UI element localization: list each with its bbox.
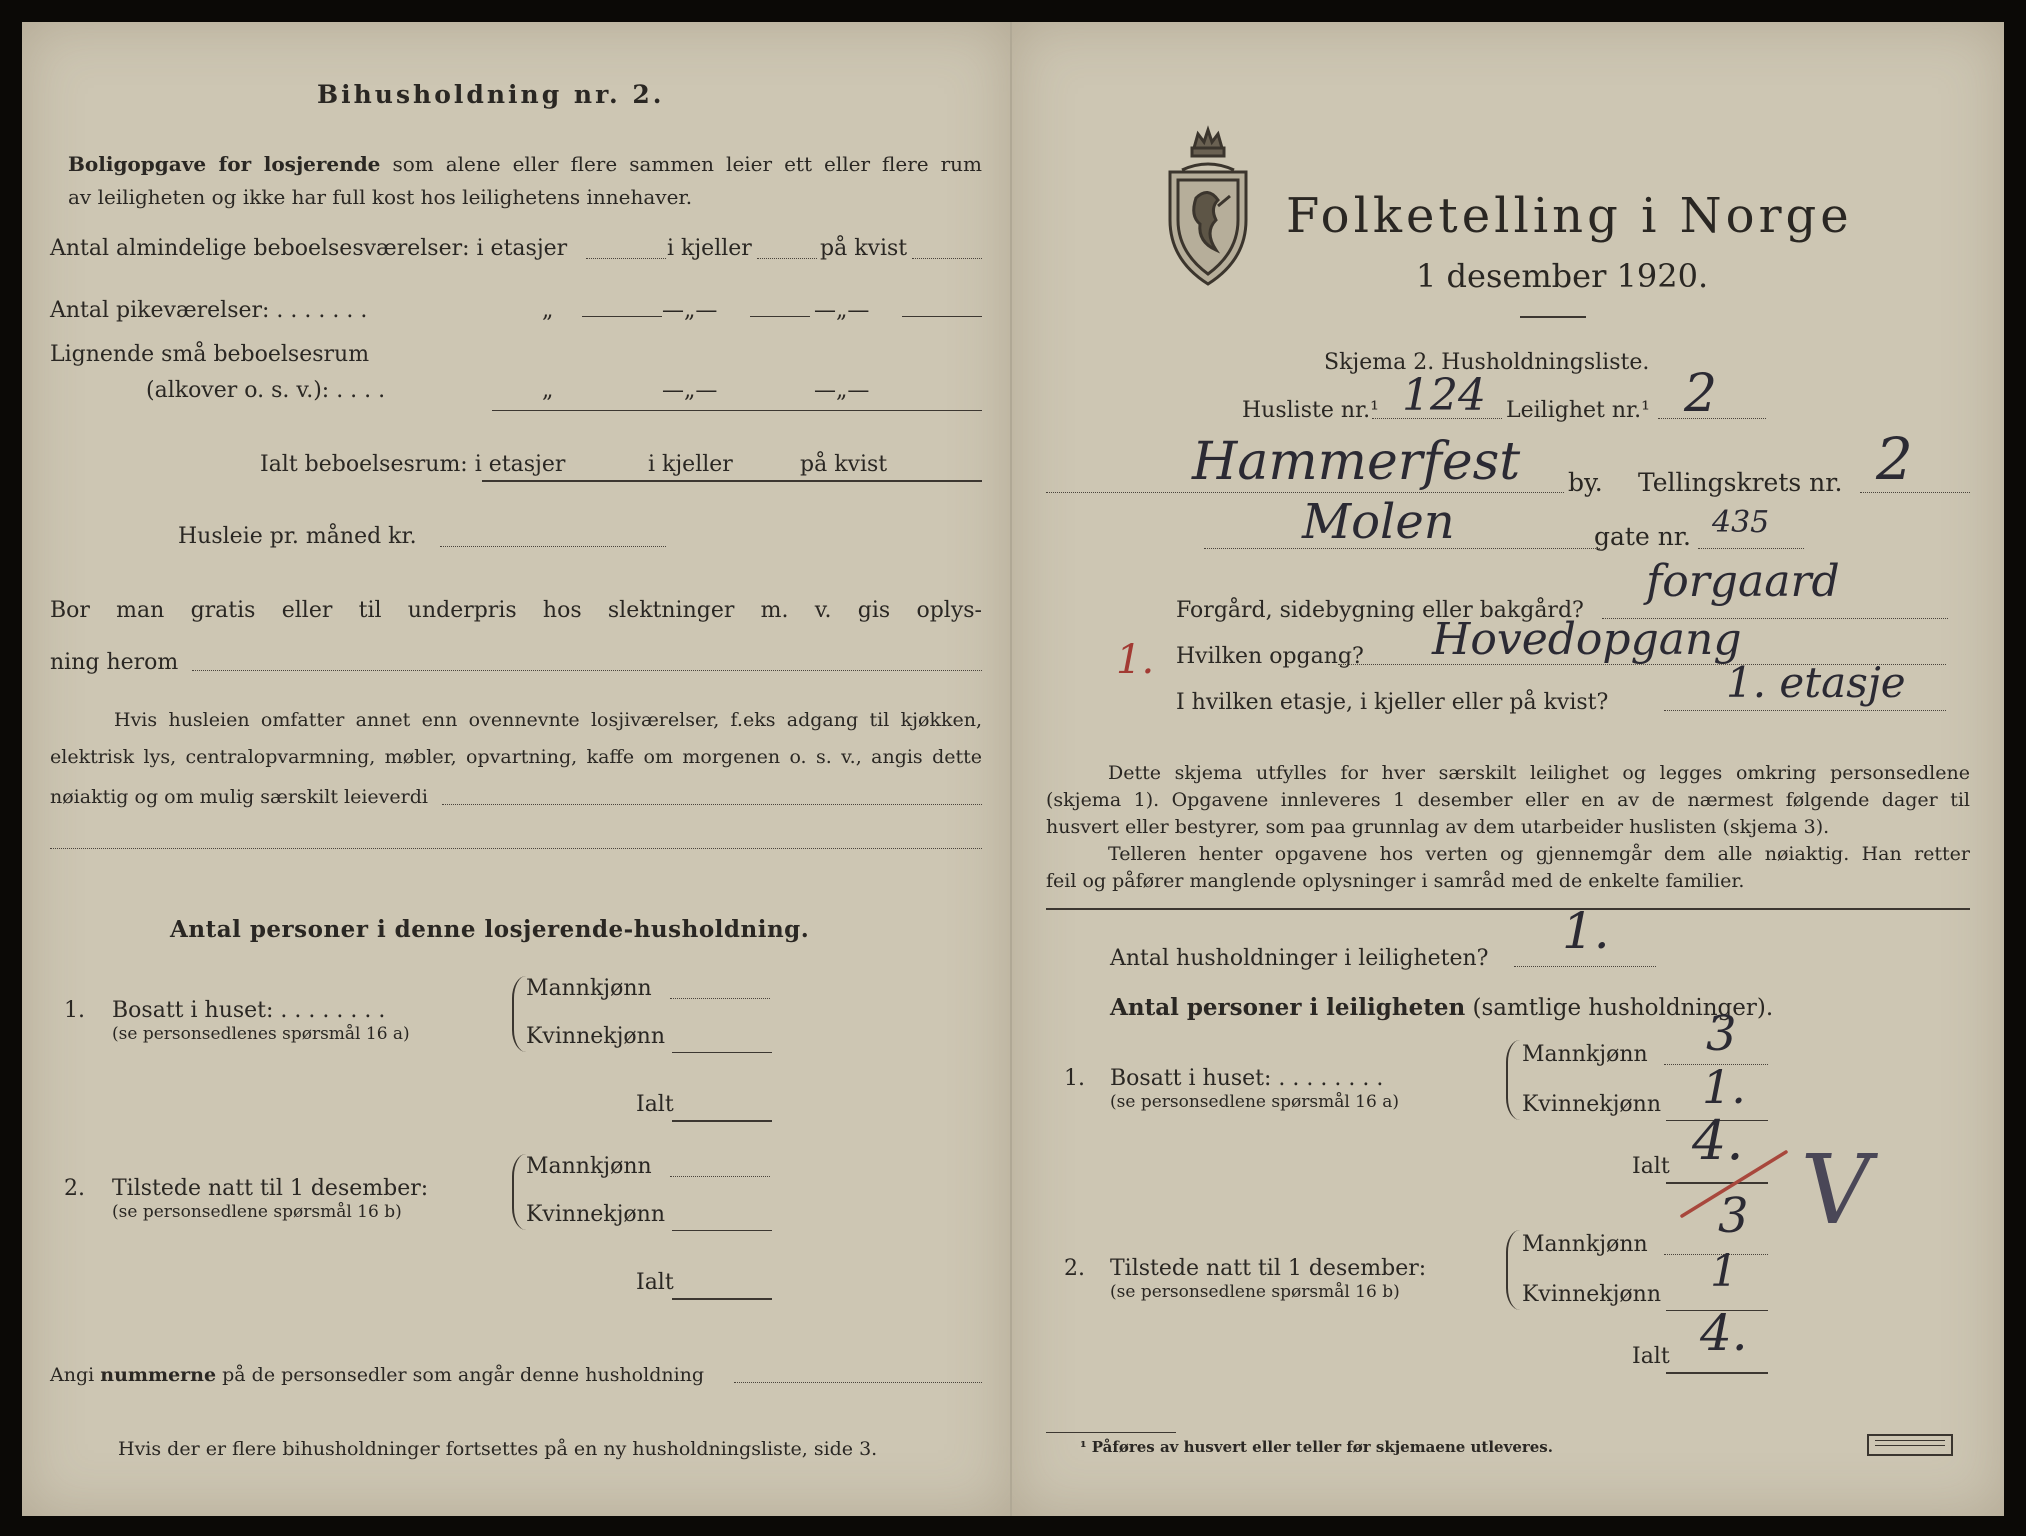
instructions-rule	[1046, 908, 1970, 910]
right-tilstede-brace	[1506, 1230, 1522, 1310]
info1-line-1: Dette skjema utfylles for hver særskilt leilighet og legges omkring personsedlene	[1108, 762, 1970, 784]
left-bosatt-kvinne-label: Kvinnekjønn	[526, 1024, 665, 1049]
hvis-line-2: elektrisk lys, centralopvarmning, møbler, opvartning, kaffe om morgenen o. s. v., angis dette	[50, 746, 982, 768]
rooms-kvist-field[interactable]	[912, 258, 982, 259]
husleie-label: Husleie pr. måned kr.	[178, 524, 417, 549]
pike-etasjer-field[interactable]	[582, 316, 662, 317]
left-tilstede-kvinne-field[interactable]	[672, 1230, 772, 1231]
lignende-ditto-2: —„—	[662, 378, 718, 403]
margin-check-mark: V	[1794, 1134, 1880, 1246]
opgang-label: Hvilken opgang?	[1176, 644, 1364, 669]
by-label: by.	[1568, 468, 1603, 497]
left-footer: Hvis der er flere bihusholdninger fortsettes på en ny husholdningsliste, side 3.	[118, 1438, 878, 1460]
right-bosatt-ialt-value: 4.	[1692, 1109, 1744, 1172]
gate-label: gate nr.	[1594, 522, 1691, 551]
angi-bold: nummerne	[100, 1364, 217, 1386]
husleie-field[interactable]	[440, 546, 666, 547]
rooms-kjeller-field[interactable]	[757, 258, 817, 259]
intro-paragraph	[68, 148, 982, 214]
info2-line-1: Telleren henter opgavene hos verten og gjennemgår dem alle nøiaktig. Han retter	[1108, 843, 1970, 865]
lignende-label-1: Lignende små beboelsesrum	[50, 342, 370, 367]
left-tilstede-label: Tilstede natt til 1 desember:	[112, 1176, 429, 1201]
right-tilstede-ialt-label: Ialt	[1632, 1344, 1670, 1369]
pike-ditto-3: —„—	[814, 298, 870, 323]
left-tilstede-num: 2.	[64, 1176, 85, 1201]
etasje-label: I hvilken etasje, i kjeller eller på kvist?	[1176, 690, 1609, 715]
left-persons-heading: Antal personer i denne losjerende-husholdning.	[170, 916, 810, 943]
lignende-field-line[interactable]	[492, 410, 982, 411]
right-bosatt-sub: (se personsedlene spørsmål 16 a)	[1110, 1092, 1399, 1112]
angi-post: på de personsedler som angår denne husholdning	[222, 1364, 705, 1386]
ialt-rooms-label: Ialt beboelsesrum: i etasjer	[260, 452, 566, 477]
left-tilstede-ialt-field[interactable]	[672, 1298, 772, 1300]
pike-kvist-field[interactable]	[902, 316, 982, 317]
right-tilstede-mann-label: Mannkjønn	[1522, 1232, 1648, 1257]
instructions-paragraph-1	[1046, 760, 1970, 895]
opgang-value: Hovedopgang	[1432, 614, 1742, 665]
ialt-rooms-underline[interactable]	[482, 480, 982, 482]
krets-value: 2	[1876, 425, 1913, 493]
angi-text	[50, 1366, 704, 1385]
pike-ditto-2: —„—	[662, 298, 718, 323]
left-title: Bihusholdning nr. 2.	[317, 80, 665, 109]
right-bosatt-num: 1.	[1064, 1066, 1085, 1091]
rooms-kvist-label: på kvist	[820, 236, 908, 261]
gratis-field[interactable]	[192, 670, 982, 671]
right-persons-heading-rest: (samtlige husholdninger).	[1472, 995, 1774, 1021]
gate-nr-field[interactable]	[1698, 548, 1804, 549]
gratis-line-2: ning herom	[50, 650, 179, 675]
leieverdi-field[interactable]	[442, 804, 982, 805]
intro-line-1: som alene eller flere sammen leier ett eller flere rum	[392, 152, 983, 176]
printer-stamp	[1867, 1434, 1953, 1456]
pike-label: Antal pikeværelser: . . . . . . .	[50, 298, 368, 323]
left-tilstede-mann-field[interactable]	[670, 1176, 770, 1177]
husholdninger-field[interactable]	[1514, 966, 1656, 967]
footnote-rule	[1046, 1432, 1176, 1433]
rooms-kjeller-label: i kjeller	[667, 236, 752, 261]
lignende-ditto-1: „	[542, 378, 554, 403]
left-bosatt-num: 1.	[64, 998, 85, 1023]
left-tilstede-ialt-label: Ialt	[636, 1270, 674, 1295]
leilighet-value: 2	[1684, 364, 1718, 424]
right-bosatt-correction-value: 3	[1718, 1188, 1749, 1244]
left-bosatt-ialt-label: Ialt	[636, 1092, 674, 1117]
husliste-value: 124	[1402, 370, 1486, 421]
hvis-line-3: nøiaktig og om mulig særskilt leieverdi	[50, 786, 428, 808]
husliste-label: Husliste nr.¹	[1242, 398, 1379, 423]
left-tilstede-kvinne-label: Kvinnekjønn	[526, 1202, 665, 1227]
coat-of-arms-icon	[1160, 120, 1254, 290]
info1-line-2: (skjema 1). Opgavene innleveres 1 desember eller en av de nærmest følgende dager til	[1046, 789, 1970, 811]
husholdninger-label: Antal husholdninger i leiligheten?	[1110, 946, 1489, 971]
right-tilstede-num: 2.	[1064, 1256, 1085, 1281]
left-tilstede-mann-label: Mannkjønn	[526, 1154, 652, 1179]
leilighet-label: Leilighet nr.¹	[1506, 398, 1650, 423]
ialt-kjeller-label: i kjeller	[648, 452, 733, 477]
leieverdi-field-2[interactable]	[50, 848, 982, 849]
right-tilstede-sub: (se personsedlene spørsmål 16 b)	[1110, 1282, 1400, 1302]
skjema-label: Skjema 2. Husholdningsliste.	[1324, 350, 1650, 375]
pike-kjeller-field[interactable]	[750, 316, 810, 317]
ialt-kvist-label: på kvist	[800, 452, 888, 477]
opgang-red-mark: 1.	[1116, 637, 1155, 683]
left-bosatt-kvinne-field[interactable]	[672, 1052, 772, 1053]
left-bosatt-label: Bosatt i huset: . . . . . . . .	[112, 998, 386, 1023]
gratis-paragraph	[50, 588, 982, 634]
left-bosatt-mann-field[interactable]	[670, 998, 770, 999]
by-field[interactable]	[1046, 492, 1564, 493]
right-persons-heading-bold: Antal personer i leiligheten	[1110, 994, 1466, 1021]
lignende-label-2: (alkover o. s. v.): . . . .	[146, 378, 386, 403]
hvis-paragraph	[50, 702, 982, 776]
right-tilstede-ialt-field[interactable]	[1666, 1372, 1768, 1374]
hvis-line-1: Hvis husleien omfatter annet enn ovennevnte losjiværelser, f.eks adgang til kjøkken,	[114, 709, 982, 731]
left-bosatt-ialt-field[interactable]	[672, 1120, 772, 1122]
form-date: 1 desember 1920.	[1416, 257, 1709, 295]
info2-line-2: feil og påfører manglende oplysninger i samråd med de enkelte familier.	[1046, 870, 1745, 892]
forgard-label: Forgård, sidebygning eller bakgård?	[1176, 598, 1584, 623]
right-bosatt-mann-label: Mannkjønn	[1522, 1042, 1648, 1067]
krets-label: Tellingskrets nr.	[1638, 468, 1843, 497]
intro-line-2: av leiligheten og ikke har full kost hos leilighetens innehaver.	[68, 185, 693, 209]
husholdninger-value: 1.	[1562, 902, 1610, 960]
angi-pre: Angi	[50, 1364, 95, 1386]
left-page	[22, 22, 1010, 1516]
gratis-line-1: Bor man gratis eller til underpris hos slektninger m. v. gis oplys-	[50, 598, 982, 623]
info1-line-3: husvert eller bestyrer, som paa grunnlag av dem utarbeider huslisten (skjema 3).	[1046, 816, 1830, 838]
left-bosatt-mann-label: Mannkjønn	[526, 976, 652, 1001]
lignende-ditto-3: —„—	[814, 378, 870, 403]
intro-bold: Boligopgave for losjerende	[68, 152, 381, 176]
right-bosatt-kvinne-label: Kvinnekjønn	[1522, 1092, 1661, 1117]
rooms-label: Antal almindelige beboelsesværelser: i etasjer	[50, 236, 568, 261]
left-bosatt-sub: (se personsedlenes spørsmål 16 a)	[112, 1024, 410, 1044]
gate-value: Molen	[1302, 494, 1455, 550]
right-bosatt-kvinne-value: 1.	[1702, 1060, 1746, 1114]
forgard-value: forgaard	[1646, 556, 1840, 607]
right-tilstede-ialt-value: 4.	[1700, 1304, 1748, 1362]
right-page	[1012, 22, 2004, 1516]
right-bosatt-brace	[1506, 1040, 1522, 1120]
right-bosatt-ialt-label: Ialt	[1632, 1154, 1670, 1179]
angi-field[interactable]	[734, 1382, 982, 1383]
gate-nr-value: 435	[1712, 505, 1770, 540]
footnote: ¹ Påføres av husvert eller teller før skjemaene utleveres.	[1080, 1438, 1553, 1456]
pike-ditto-1: „	[542, 298, 554, 323]
form-title: Folketelling i Norge	[1286, 188, 1853, 244]
etasje-value: 1. etasje	[1726, 658, 1906, 707]
right-tilstede-kvinne-value: 1	[1710, 1246, 1738, 1297]
right-bosatt-label: Bosatt i huset: . . . . . . . .	[1110, 1066, 1384, 1091]
rooms-etasjer-field[interactable]	[586, 258, 666, 259]
etasje-field[interactable]	[1664, 710, 1946, 711]
right-tilstede-kvinne-label: Kvinnekjønn	[1522, 1282, 1661, 1307]
right-persons-heading	[1110, 996, 1773, 1020]
by-value: Hammerfest	[1192, 432, 1521, 492]
right-bosatt-mann-value: 3	[1706, 1006, 1737, 1062]
left-tilstede-sub: (se personsedlene spørsmål 16 b)	[112, 1202, 402, 1222]
title-rule	[1520, 316, 1586, 318]
right-tilstede-label: Tilstede natt til 1 desember:	[1110, 1256, 1427, 1281]
